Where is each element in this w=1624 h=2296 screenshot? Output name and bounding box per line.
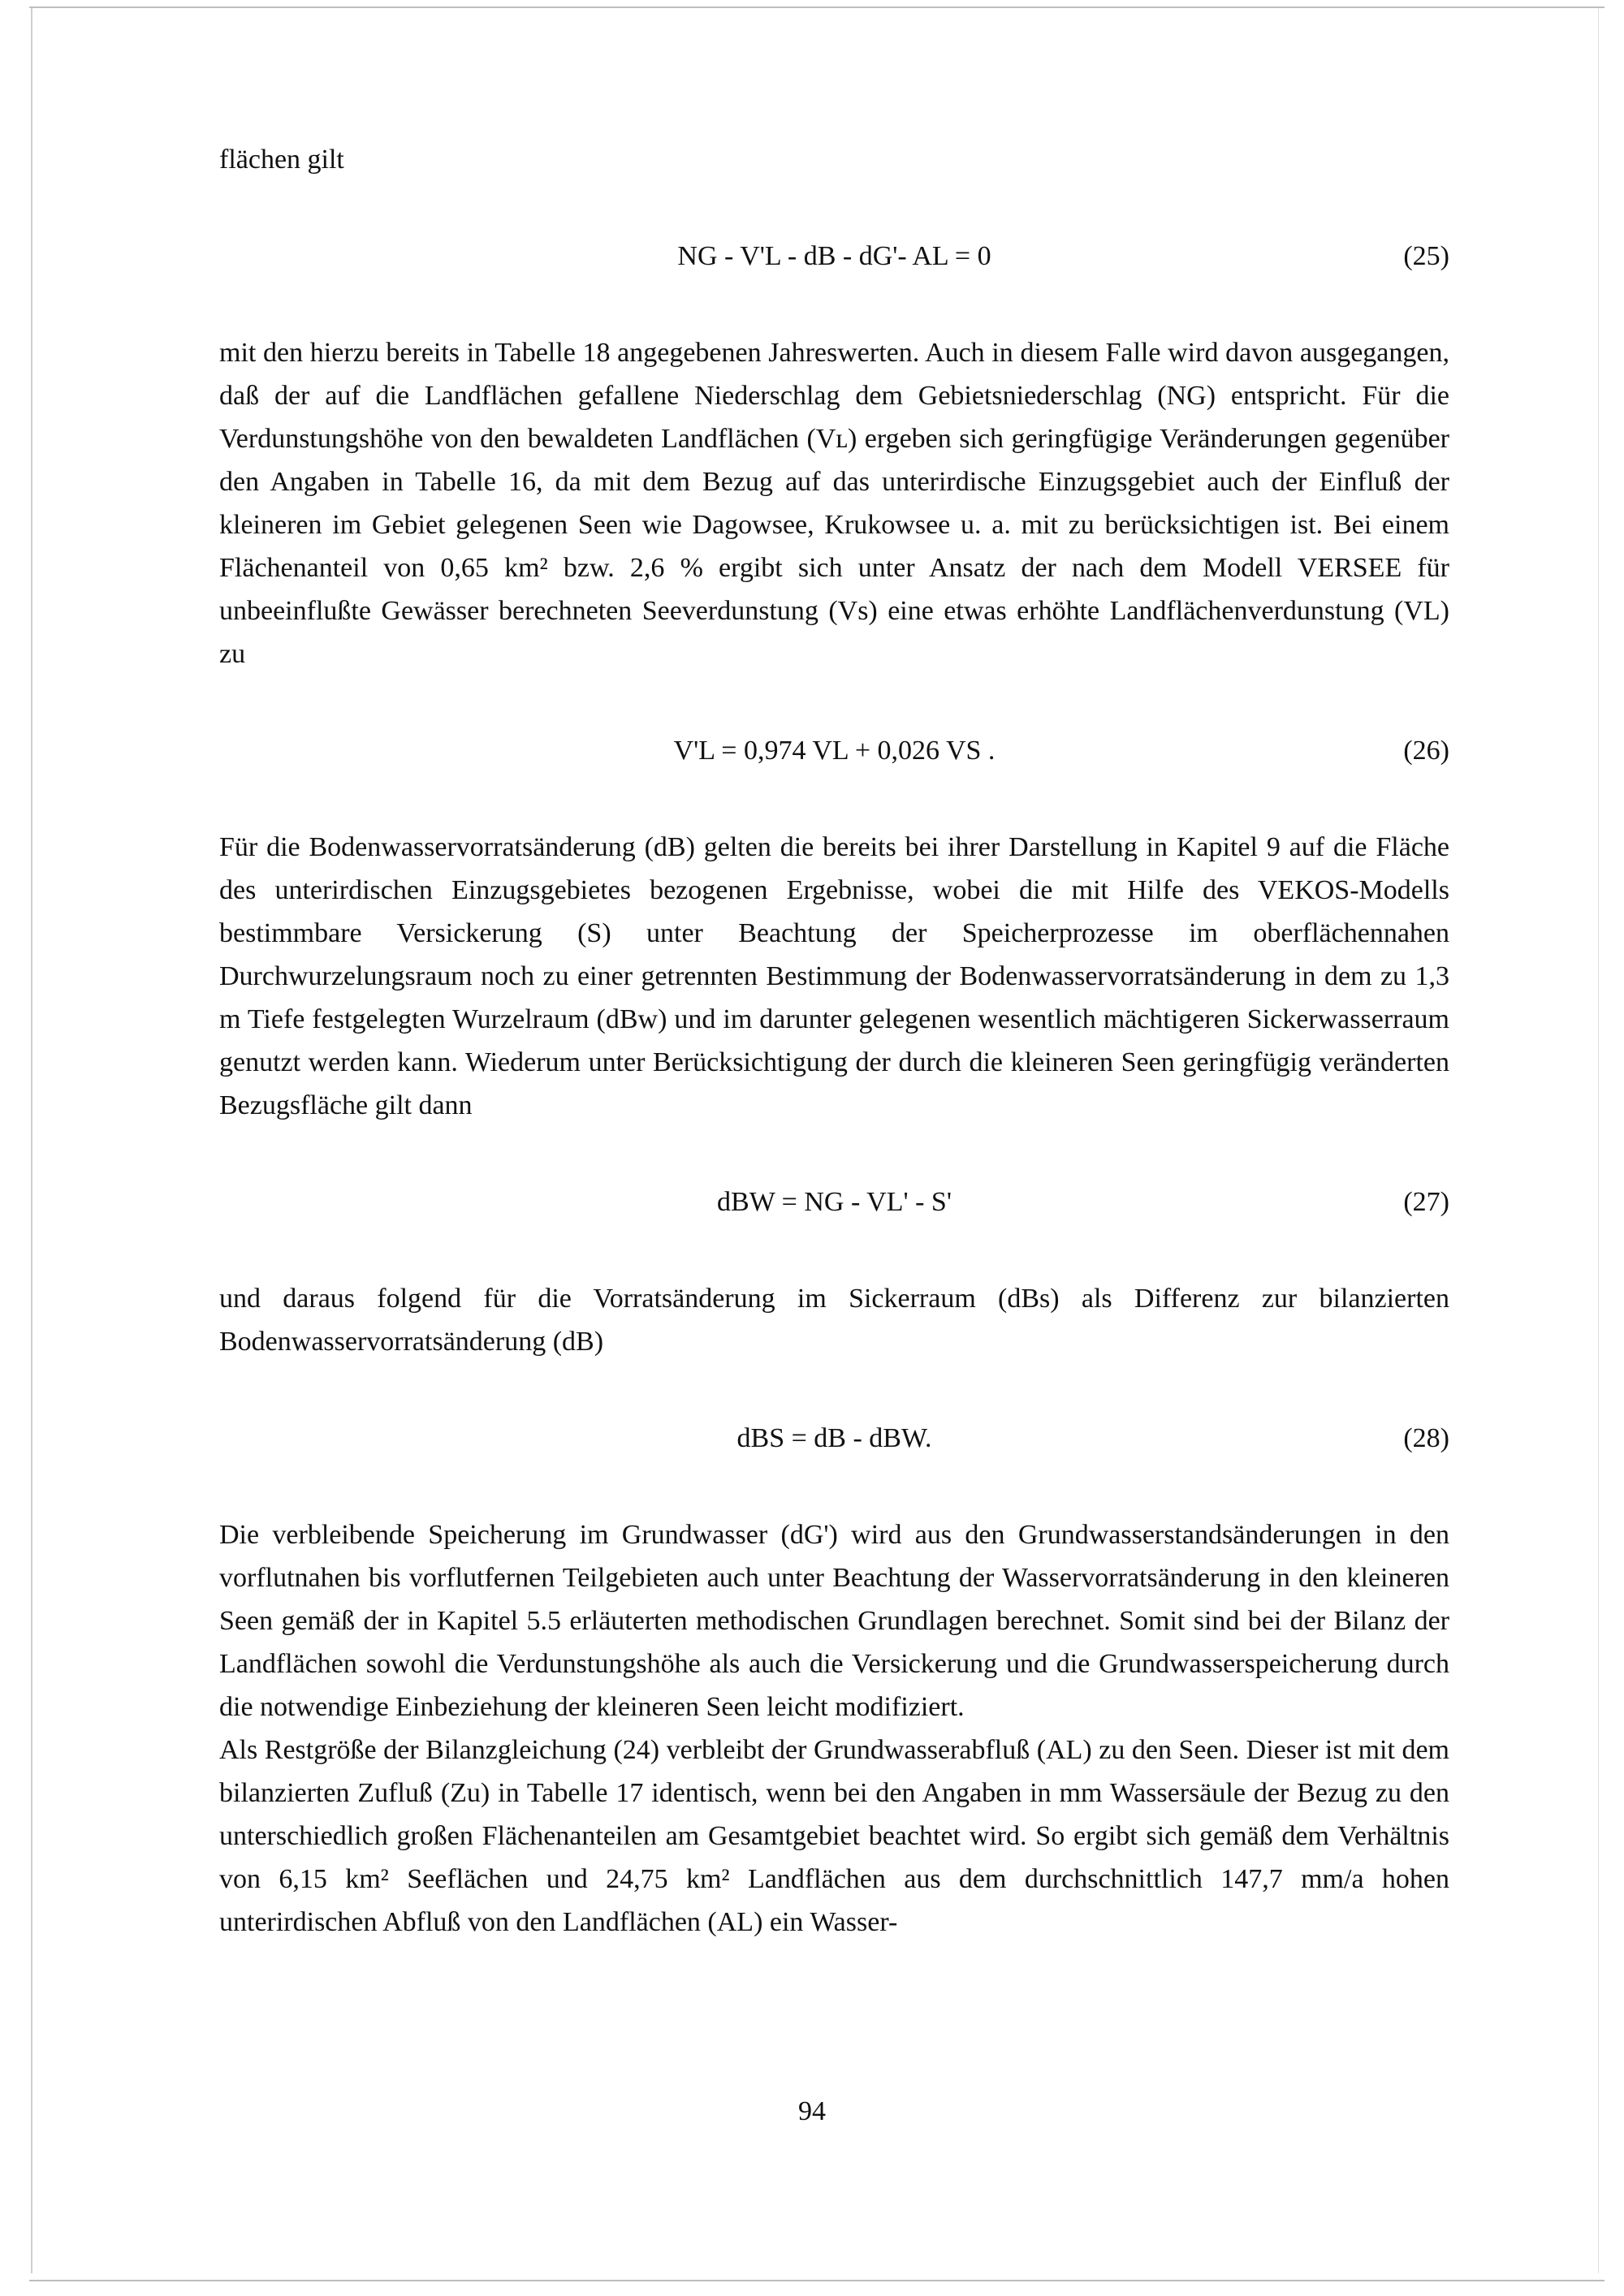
paragraph-intro: flächen gilt: [219, 145, 344, 175]
paragraph-text: Die verbleibende Speicherung im Grundwasser (dG') wird aus den Grundwasserstandsänderungen in den vorflutnahen bis vorflutfernen Teilgebieten auch unter Beachtung der Wasservorratsänderung in den kleineren Seen gemäß der in Kapitel 5.5 erläuterten methodischen Grundlagen berechnet. Somit sind bei der Bilanz der Landflächen sowohl die Verdunstungshöhe als auch die Versickerung und die Grundwasserspeicherung durch die notwendige Einbeziehung der kleineren Seen leicht modifiziert.: [219, 1520, 1449, 1722]
equation-text: NG - V'L - dB - dG'- AL = 0: [677, 241, 991, 271]
page-body: [219, 138, 1449, 1944]
equation-number: (28): [1403, 1423, 1449, 1453]
scan-border-bottom: [29, 2280, 1605, 2281]
equation-27: [219, 1180, 1449, 1224]
paragraph-text: Für die Bodenwasservorratsänderung (dB) gelten die bereits bei ihrer Darstellung in Kapitel 9 auf die Fläche des unterirdischen Einzugsgebietes bezogenen Ergebnisse, wobei die mit Hilfe des VEKOS-Modells bestimmbare Versickerung (S) unter Beachtung der Speicherprozesse im oberflächennahen Durchwurzelungsraum noch zu einer getrennten Bestimmung der Bodenwasservorratsänderung in dem zu 1,3 m Tiefe festgelegten Wurzelraum (dBw) und im darunter gelegenen wesentlich mächtigeren Sickerwasserraum genutzt werden kann. Wiederum unter Berücksichtigung der durch die kleineren Seen geringfügig veränderten Bezugsfläche gilt dann: [219, 832, 1449, 1120]
equation-number: (27): [1403, 1187, 1449, 1217]
equation-number: (25): [1403, 241, 1449, 271]
scan-border-top: [29, 6, 1605, 8]
paragraph-text: mit den hierzu bereits in Tabelle 18 angegebenen Jahreswerten. Auch in diesem Falle wird davon ausgegangen, daß der auf die Landflächen gefallene Niederschlag dem Gebietsniederschlag (NG) entspricht. Für die Verdunstungshöhe von den bewaldeten Landflächen (Vʟ) ergeben sich geringfügige Veränderungen gegenüber den Angaben in Tabelle 16, da mit dem Bezug auf das unterirdische Einzugsgebiet auch der Einfluß der kleineren im Gebiet gelegenen Seen wie Dagowsee, Krukowsee u. a. mit zu berücksichtigen ist. Bei einem Flächenanteil von 0,65 km² bzw. 2,6 % ergibt sich unter Ansatz der nach dem Modell VERSEE für unbeeinflußte Gewässer berechneten Seeverdunstung (Vs) eine etwas erhöhte Landflächenverdunstung (VL) zu: [219, 338, 1449, 669]
equation-26: [219, 729, 1449, 772]
page-number: 94: [798, 2096, 826, 2126]
equation-25: [219, 235, 1449, 278]
paragraph-text: Als Restgröße der Bilanzgleichung (24) verbleibt der Grundwasserabfluß (AL) zu den Seen. Dieser ist mit dem bilanzierten Zufluß (Zu) in Tabelle 17 identisch, wenn bei den Angaben in mm Wassersäule der Bezug zu den unterschiedlich großen Flächenanteilen am Gesamtgebiet beachtet wird. So ergibt sich gemäß dem Verhältnis von 6,15 km² Seeflächen und 24,75 km² Landflächen aus dem durchschnittlich 147,7 mm/a hohen unterirdischen Abfluß von den Landflächen (AL) ein Wasser-: [219, 1735, 1449, 1937]
equation-text: dBW = NG - VL' - S': [717, 1187, 952, 1217]
paragraph-text: und daraus folgend für die Vorratsänderung im Sickerraum (dBs) als Differenz zur bilanzierten Bodenwasservorratsänderung (dB): [219, 1284, 1449, 1357]
scan-border-right: [1598, 8, 1599, 2273]
equation-number: (26): [1403, 736, 1449, 766]
equation-text: dBS = dB - dBW.: [736, 1423, 932, 1453]
scan-border-left: [31, 8, 32, 2273]
equation-text: V'L = 0,974 VL + 0,026 VS .: [673, 736, 996, 766]
equation-28: [219, 1417, 1449, 1460]
